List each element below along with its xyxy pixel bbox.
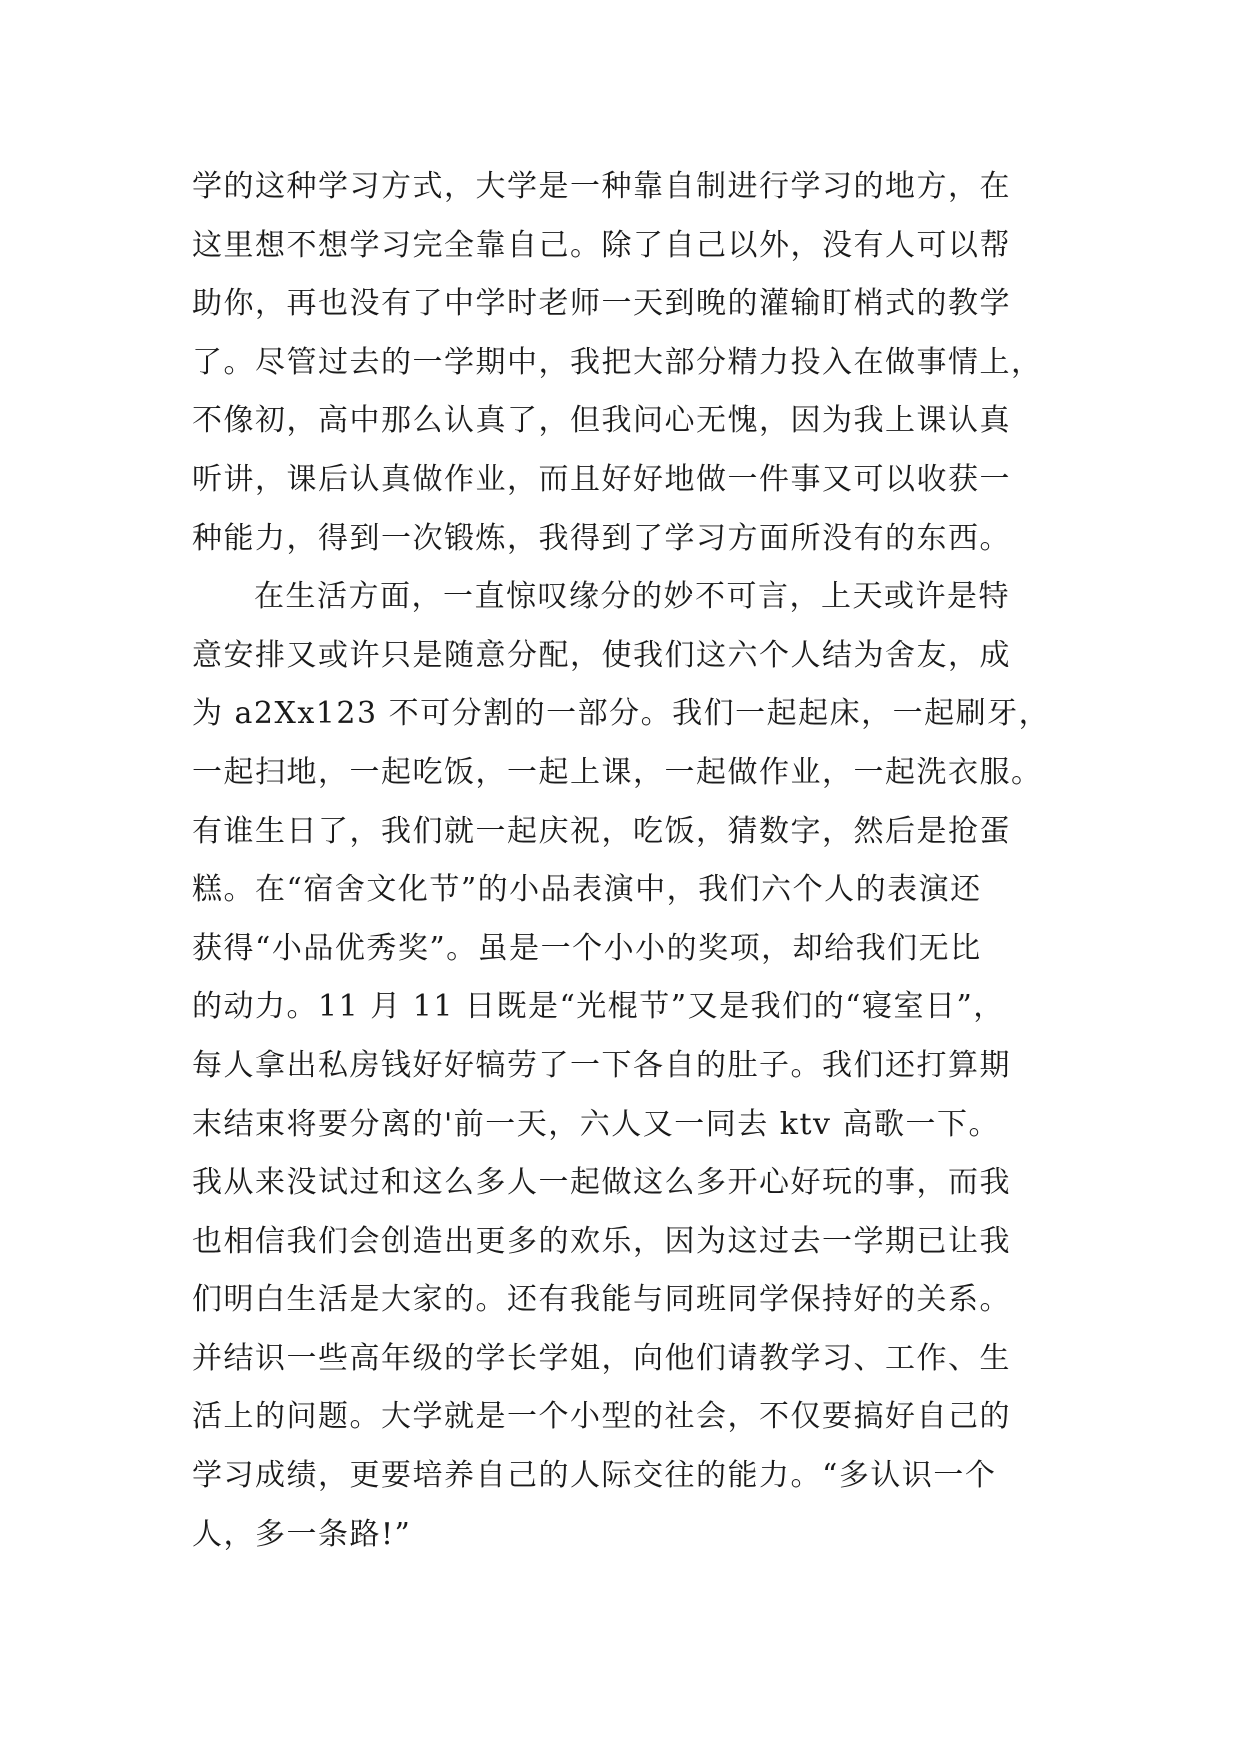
- text-line: 获得“小品优秀奖”。虽是一个小小的奖项，却给我们无比: [192, 930, 982, 966]
- text-line: 们明白生活是大家的。还有我能与同班同学保持好的关系。: [192, 1282, 1011, 1318]
- body-text: [192, 158, 1062, 1564]
- text-line: 学的这种学习方式，大学是一种靠自制进行学习的地方，在: [192, 169, 1011, 204]
- text-line: 助你，再也没有了中学时老师一天到晚的灌输盯梢式的教学: [192, 286, 1011, 322]
- text-line: 意安排又或许只是随意分配，使我们这六个人结为舍友，成: [192, 637, 1011, 673]
- text-line: 活上的问题。大学就是一个小型的社会，不仅要搞好自己的: [192, 1399, 1011, 1435]
- text-line: 为 a2Xx123 不可分割的一部分。我们一起起床，一起刷牙，: [192, 696, 1051, 732]
- text-line: 并结识一些高年级的学长学姐，向他们请教学习、工作、生: [192, 1340, 1011, 1376]
- paragraph-start-line: 在生活方面，一直惊叹缘分的妙不可言，上天或许是特: [254, 579, 1010, 615]
- text-line: 听讲，课后认真做作业，而且好好地做一件事又可以收获一: [192, 461, 1011, 497]
- text-line: 人，多一条路!”: [192, 1516, 412, 1552]
- text-line: 末结束将要分离的'前一天，六人又一同去 ktv 高歌一下。: [192, 1106, 1001, 1142]
- text-line: 学习成绩，更要培养自己的人际交往的能力。“多认识一个: [192, 1458, 997, 1494]
- text-line: 了。尽管过去的一学期中，我把大部分精力投入在做事情上，: [192, 344, 1043, 380]
- text-line: 一起扫地，一起吃饭，一起上课，一起做作业，一起洗衣服。: [192, 754, 1043, 790]
- text-line: 种能力，得到一次锻炼，我得到了学习方面所没有的东西。: [192, 520, 1011, 556]
- text-line: 我从来没试过和这么多人一起做这么多开心好玩的事，而我: [192, 1165, 1011, 1201]
- text-line: 不像初，高中那么认真了，但我问心无愧，因为我上课认真: [192, 403, 1011, 439]
- text-line: 有谁生日了，我们就一起庆祝，吃饭，猜数字，然后是抢蛋: [192, 813, 1011, 849]
- text-line: 的动力。11 月 11 日既是“光棍节”又是我们的“寝室日”，: [192, 989, 1005, 1025]
- text-line: 这里想不想学习完全靠自己。除了自己以外，没有人可以帮: [192, 227, 1011, 263]
- text-line: 每人拿出私房钱好好犒劳了一下各自的肚子。我们还打算期: [192, 1047, 1011, 1083]
- text-line: 糕。在“宿舍文化节”的小品表演中，我们六个人的表演还: [192, 872, 982, 908]
- text-line: 也相信我们会创造出更多的欢乐，因为这过去一学期已让我: [192, 1223, 1011, 1259]
